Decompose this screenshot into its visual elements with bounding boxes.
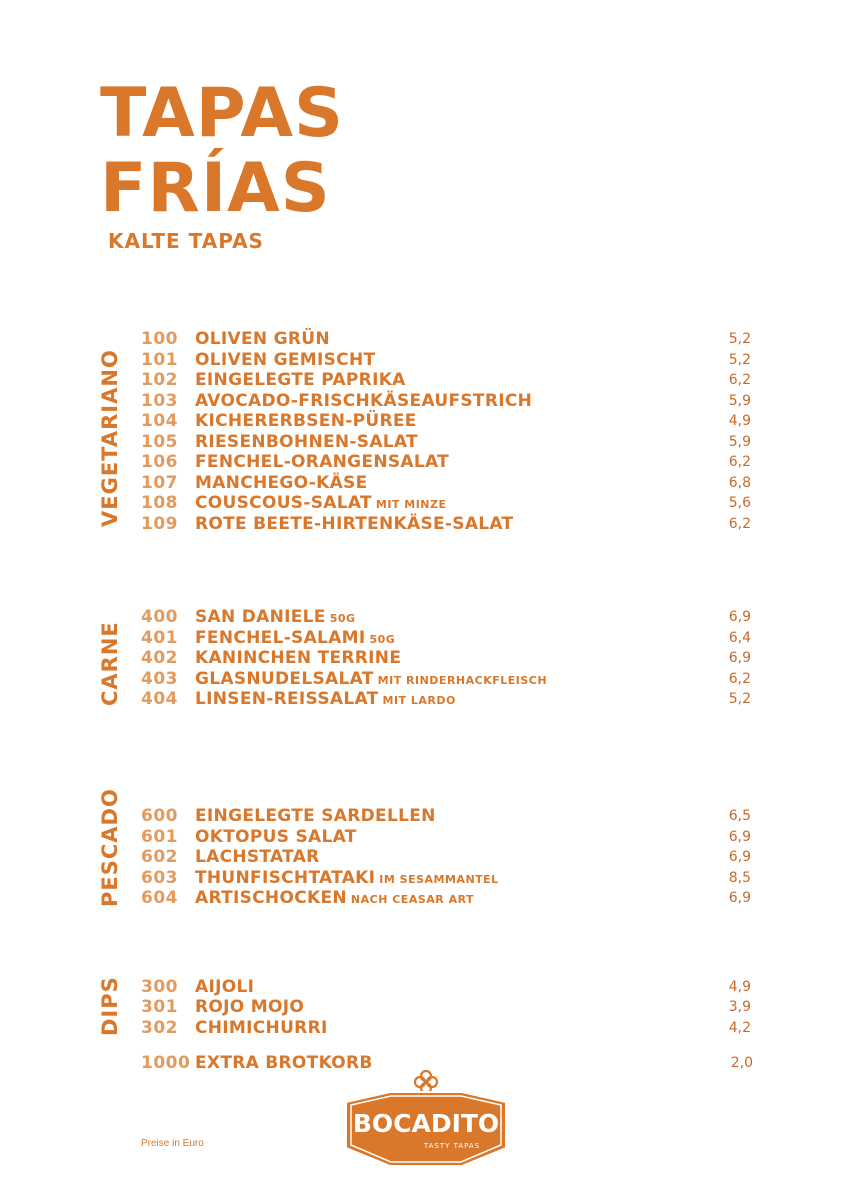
item-note: MIT LARDO (382, 694, 456, 707)
item-price: 6,2 (728, 516, 751, 532)
item-price: 5,2 (728, 331, 751, 347)
item-price: 8,5 (728, 870, 751, 886)
item-name: LINSEN-REISSALAT MIT LARDO (195, 689, 456, 709)
item-number: 302 (141, 1018, 178, 1038)
menu-item (0, 432, 851, 452)
menu-item (0, 473, 851, 493)
item-note: 50G (329, 612, 356, 625)
item-price: 6,9 (728, 609, 751, 625)
bocadito-logo (342, 1068, 510, 1170)
item-name: COUSCOUS-SALAT MIT MINZE (195, 493, 447, 513)
knot-icon (415, 1071, 437, 1093)
item-number: 400 (141, 607, 178, 627)
item-name: OLIVEN GEMISCHT (195, 350, 376, 370)
menu-item (0, 977, 851, 997)
item-note: IM SESAMMANTEL (379, 873, 499, 886)
logo-tagline: TASTY TAPAS (423, 1142, 481, 1150)
menu-item (0, 1018, 851, 1038)
item-name: EINGELEGTE SARDELLEN (195, 806, 436, 826)
category-label: PESCADO (98, 788, 122, 907)
item-name: GLASNUDELSALAT MIT RINDERHACKFLEISCH (195, 669, 548, 689)
item-name: ROTE BEETE-HIRTENKÄSE-SALAT (195, 514, 514, 534)
item-price: 6,2 (728, 671, 751, 687)
item-number: 600 (141, 806, 178, 826)
item-number: 404 (141, 689, 178, 709)
item-name: ROJO MOJO (195, 997, 305, 1017)
item-number: 1000 (141, 1053, 191, 1073)
item-name: ARTISCHOCKEN NACH CEASAR ART (195, 888, 475, 908)
item-name: THUNFISCHTATAKI IM SESAMMANTEL (195, 868, 499, 888)
menu-item (0, 827, 851, 847)
item-number: 106 (141, 452, 178, 472)
item-price: 5,2 (728, 352, 751, 368)
item-name: MANCHEGO-KÄSE (195, 473, 368, 493)
item-name: KANINCHEN TERRINE (195, 648, 402, 668)
menu-item (0, 370, 851, 390)
menu-item (0, 806, 851, 826)
item-number: 105 (141, 432, 178, 452)
item-name: EINGELEGTE PAPRIKA (195, 370, 406, 390)
category-label: CARNE (98, 621, 122, 707)
item-number: 101 (141, 350, 178, 370)
item-note: MIT RINDERHACKFLEISCH (377, 674, 548, 687)
item-number: 108 (141, 493, 178, 513)
item-number: 300 (141, 977, 178, 997)
item-price: 4,9 (728, 979, 751, 995)
item-price: 6,9 (728, 650, 751, 666)
title-line-1: TAPAS (100, 74, 344, 153)
category-label: DIPS (98, 976, 122, 1036)
item-note: MIT MINZE (375, 498, 447, 511)
item-price: 6,9 (728, 829, 751, 845)
page-subtitle: KALTE TAPAS (108, 229, 264, 253)
menu-item (0, 329, 851, 349)
price-note: Preise in Euro (141, 1138, 204, 1149)
title-line-2: FRÍAS (100, 149, 331, 228)
item-price: 6,5 (728, 808, 751, 824)
item-number: 402 (141, 648, 178, 668)
menu-item (0, 411, 851, 431)
item-name: KICHERERBSEN-PÜREE (195, 411, 417, 431)
item-name: RIESENBOHNEN-SALAT (195, 432, 418, 452)
menu-item (0, 669, 851, 689)
item-price: 5,9 (728, 434, 751, 450)
item-name: OLIVEN GRÜN (195, 329, 330, 349)
item-name: LACHSTATAR (195, 847, 320, 867)
item-number: 109 (141, 514, 178, 534)
menu-item (0, 452, 851, 472)
item-price: 6,9 (728, 890, 751, 906)
item-price: 4,2 (728, 1020, 751, 1036)
item-name: AIJOLI (195, 977, 255, 997)
item-price: 5,2 (728, 691, 751, 707)
item-price: 6,9 (728, 849, 751, 865)
menu-item (0, 628, 851, 648)
item-number: 100 (141, 329, 178, 349)
item-price: 3,9 (728, 999, 751, 1015)
item-note: 50G (369, 633, 396, 646)
menu-item (0, 514, 851, 534)
item-number: 301 (141, 997, 178, 1017)
category-label: VEGETARIANO (98, 349, 122, 527)
menu-item (0, 689, 851, 709)
item-name: CHIMICHURRI (195, 1018, 328, 1038)
logo-wordmark: BOCADITO (352, 1109, 500, 1138)
item-price: 5,9 (728, 393, 751, 409)
item-price: 2,0 (730, 1055, 753, 1071)
menu-item (0, 391, 851, 411)
menu-item (0, 868, 851, 888)
item-name: FENCHEL-ORANGENSALAT (195, 452, 450, 472)
item-number: 603 (141, 868, 178, 888)
item-price: 5,6 (728, 495, 751, 511)
item-number: 602 (141, 847, 178, 867)
item-price: 6,8 (728, 475, 751, 491)
item-number: 401 (141, 628, 178, 648)
menu-item (0, 997, 851, 1017)
menu-item (0, 888, 851, 908)
item-number: 601 (141, 827, 178, 847)
item-name: SAN DANIELE 50G (195, 607, 356, 627)
item-price: 6,2 (728, 372, 751, 388)
item-number: 107 (141, 473, 178, 493)
item-price: 6,2 (728, 454, 751, 470)
menu-item (0, 350, 851, 370)
menu-item (0, 648, 851, 668)
item-name: EXTRA BROTKORB (195, 1053, 373, 1073)
item-name: FENCHEL-SALAMI 50G (195, 628, 396, 648)
menu-item (0, 607, 851, 627)
menu-item (0, 493, 851, 513)
menu-item (0, 847, 851, 867)
item-price: 4,9 (728, 413, 751, 429)
item-number: 104 (141, 411, 178, 431)
item-name: OKTOPUS SALAT (195, 827, 357, 847)
item-name: AVOCADO-FRISCHKÄSEAUFSTRICH (195, 391, 533, 411)
item-number: 102 (141, 370, 178, 390)
page-title (100, 76, 344, 226)
item-price: 6,4 (728, 630, 751, 646)
item-note: NACH CEASAR ART (350, 893, 475, 906)
item-number: 403 (141, 669, 178, 689)
item-number: 604 (141, 888, 178, 908)
item-number: 103 (141, 391, 178, 411)
